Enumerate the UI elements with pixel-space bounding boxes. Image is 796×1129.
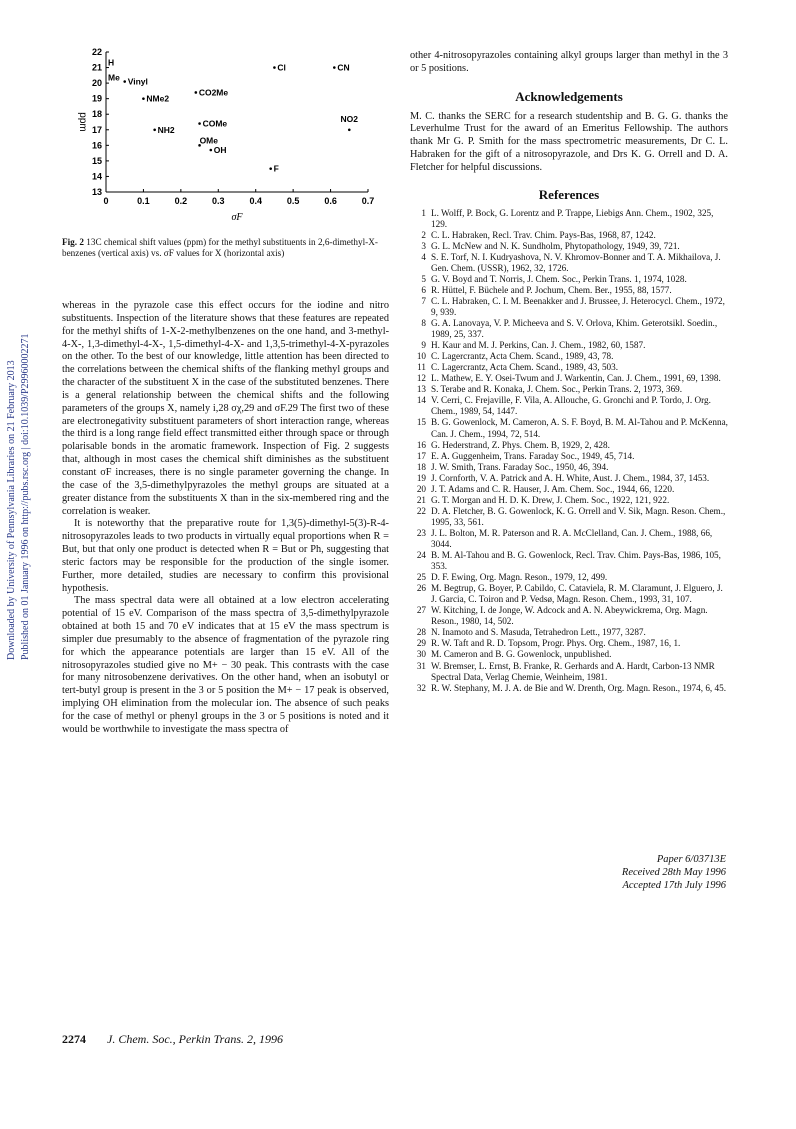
point-label: NO2 [340, 113, 359, 124]
reference-text: G. T. Morgan and H. D. K. Drew, J. Chem. Soc., 1922, 121, 922. [431, 494, 670, 505]
data-point [198, 122, 201, 125]
y-tick-label: 19 [91, 93, 102, 104]
reference-item [410, 296, 728, 318]
left-column [62, 300, 389, 737]
reference-item [410, 252, 728, 274]
reference-text: N. Inamoto and S. Masuda, Tetrahedron Lett., 1977, 3287. [431, 627, 646, 638]
reference-item [410, 417, 728, 439]
reference-text: B. M. Al-Tahou and B. G. Gowenlock, Recl. Trav. Chim. Pays-Bas, 1986, 105, 353. [431, 550, 721, 572]
reference-text: H. Kaur and M. J. Perkins, Can. J. Chem., 1982, 60, 1587. [431, 340, 646, 351]
y-tick-label: 21 [91, 62, 102, 73]
reference-item [410, 451, 728, 462]
download-notice: Downloaded by University of Pennsylvania Libraries on 21 February 2013 [6, 360, 17, 660]
reference-text: C. L. Habraken, C. I. M. Beenakker and J. Brussee, J. Heterocycl. Chem., 1972, 9, 939. [431, 295, 725, 318]
x-tick-label: 0.3 [212, 196, 225, 206]
reference-number: 15 [416, 417, 426, 428]
data-point [348, 128, 351, 131]
page-number: 2274 [62, 1032, 86, 1046]
reference-item [410, 583, 728, 605]
reference-item [410, 395, 728, 417]
publication-notice: Published on 01 January 1996 on http://pubs.rsc.org | doi:10.1039/P29960002271 [20, 333, 31, 660]
reference-item [410, 241, 728, 252]
y-tick-label: 15 [91, 155, 102, 166]
reference-text: S. Terabe and R. Konaka, J. Chem. Soc., Perkin Trans. 2, 1973, 369. [431, 384, 683, 395]
download-watermark [6, 300, 36, 660]
data-point [269, 167, 272, 170]
point-label: COMe [202, 118, 228, 129]
reference-text: C. Lagercrantz, Acta Chem. Scand., 1989, 43, 503. [431, 362, 619, 373]
x-tick-label: 0.4 [249, 196, 262, 206]
reference-number: 4 [421, 251, 426, 262]
reference-number: 29 [416, 638, 426, 649]
reference-number: 9 [421, 340, 426, 351]
point-label: Me [108, 72, 120, 83]
reference-number: 16 [416, 439, 426, 450]
reference-number: 30 [416, 649, 426, 660]
reference-number: 20 [416, 483, 426, 494]
reference-number: 8 [421, 318, 426, 329]
reference-text: R. W. Stephany, M. J. A. de Bie and W. Drenth, Org. Magn. Reson., 1974, 6, 45. [431, 682, 727, 693]
reference-text: D. F. Ewing, Org. Magn. Reson., 1979, 12, 499. [431, 572, 608, 583]
reference-item [410, 506, 728, 528]
reference-number: 12 [416, 373, 426, 384]
point-label: NMe2 [146, 93, 170, 104]
data-point [333, 66, 336, 69]
data-point [195, 91, 198, 94]
reference-number: 7 [421, 295, 426, 306]
point-label: F [273, 163, 279, 174]
caption-label: Fig. 2 [62, 237, 84, 247]
reference-number: 11 [417, 362, 426, 373]
y-tick-label: 18 [91, 109, 102, 120]
acknowledgements-text: M. C. thanks the SERC for a research studentship and B. G. G. thanks the Leverhulme Trust for the award of an Emeritus Fellowship. The authors thank Mr G. P. Smith for the mass spectrometric measurements, Dr C. L. Habraken for the gift of a nitrosopyrazole, and Drs K. G. Orrell and D. A. Fletcher for helpful discussions. [410, 110, 728, 173]
reference-item [410, 384, 728, 395]
journal-citation: J. Chem. Soc., Perkin Trans. 2, 1996 [107, 1032, 283, 1046]
paragraph: It is noteworthy that the preparative route for 1,3(5)-dimethyl-5(3)-R-4-nitrosopyrazoles leads to two products in virtually equal proportions when R = But, but that only one product is detected when R = But or Ph, suggesting that steric factors may be responsible for the production of the single isomer. Further, more detailed, studies are necessary to confirm this provisional hypothesis. [62, 518, 389, 594]
reference-number: 19 [416, 472, 426, 483]
reference-text: W. Bremser, L. Ernst, B. Franke, R. Gerhards and A. Hardt, Carbon-13 NMR Spectral Data, Verlag Chemie, Weinheim, 1981. [431, 660, 715, 682]
point-label: NH2 [157, 124, 175, 135]
caption-text: 13C chemical shift values (ppm) for the methyl substituents in 2,6-dimethyl-X-benzenes (vertical axis) vs. σF values for X (horizontal axis) [62, 237, 378, 258]
reference-text: J. T. Adams and C. R. Hauser, J. Am. Chem. Soc., 1944, 66, 1220. [431, 483, 675, 494]
y-tick-label: 20 [91, 78, 102, 89]
paper-number: Paper 6/03713E [656, 854, 726, 865]
reference-item [410, 550, 728, 572]
data-point [142, 97, 145, 100]
reference-item [410, 318, 728, 340]
reference-text: C. Lagercrantz, Acta Chem. Scand., 1989, 43, 78. [431, 351, 614, 362]
data-point [273, 66, 276, 69]
reference-item [410, 661, 728, 683]
reference-item [410, 473, 728, 484]
reference-text: G. Hederstrand, Z. Phys. Chem. B, 1929, 2, 428. [431, 439, 610, 450]
figure-caption [62, 237, 389, 259]
reference-text: L. Mathew, E. Y. Osei-Twum and J. Warkentin, Can. J. Chem., 1991, 69, 1398. [431, 373, 721, 384]
reference-text: C. L. Habraken, Recl. Trav. Chim. Pays-Bas, 1968, 87, 1242. [431, 229, 656, 240]
x-tick-label: 0 [103, 196, 109, 206]
data-point [123, 80, 126, 83]
reference-item [410, 462, 728, 473]
reference-number: 17 [416, 450, 426, 461]
reference-text: L. Wolff, P. Bock, G. Lorentz and P. Trappe, Liebigs Ann. Chem., 1902, 325, 129. [431, 207, 714, 229]
reference-number: 13 [416, 384, 426, 395]
x-tick-label: 0.5 [286, 196, 300, 206]
reference-number: 5 [421, 273, 426, 284]
y-tick-label: 22 [91, 47, 102, 57]
y-tick-label: 13 [91, 187, 102, 197]
accepted-date: Accepted 17th July 1996 [622, 880, 726, 891]
y-tick-label: 17 [91, 124, 102, 135]
reference-number: 10 [416, 351, 426, 362]
reference-number: 28 [416, 627, 426, 638]
reference-number: 23 [416, 527, 426, 538]
point-label: H [108, 57, 115, 68]
right-column [410, 50, 728, 694]
reference-text: B. G. Gowenlock, M. Cameron, A. S. F. Boyd, B. M. Al-Tahou and P. McKenna, Can. J. Chem., 1994, 72, 514. [431, 417, 728, 439]
reference-text: J. L. Bolton, M. R. Paterson and R. A. McClelland, Can. J. Chem., 1988, 66, 3044. [431, 527, 713, 549]
received-date: Received 28th May 1996 [621, 867, 726, 878]
y-tick-label: 16 [91, 140, 102, 151]
reference-text: M. Begtrup, G. Boyer, P. Cabildo, C. Cataviela, R. M. Claramunt, J. Elguero, J. J. Garcia, C. Toiron and P. Vedsø, Magn. Reson. Chem., 1993, 31, 107. [431, 583, 723, 605]
reference-item [410, 605, 728, 627]
reference-item [410, 440, 728, 451]
reference-item [410, 683, 728, 694]
reference-item [410, 572, 728, 583]
x-tick-label: 0.6 [324, 196, 337, 206]
paper-info [560, 853, 726, 892]
reference-number: 14 [416, 395, 426, 406]
reference-text: D. A. Fletcher, B. G. Gowenlock, K. G. Orrell and V. Sik, Magn. Reson. Chem., 1995, 33, 561. [431, 505, 726, 527]
reference-item [410, 373, 728, 384]
reference-item [410, 649, 728, 660]
reference-item [410, 495, 728, 506]
reference-item [410, 340, 728, 351]
paragraph: other 4-nitrosopyrazoles containing alkyl groups larger than methyl in the 3 or 5 positions. [410, 50, 728, 74]
reference-number: 18 [416, 461, 426, 472]
scatter-chart [60, 46, 390, 232]
x-tick-label: 0.2 [174, 196, 188, 206]
reference-text: G. V. Boyd and T. Norris, J. Chem. Soc., Perkin Trans. 1, 1974, 1028. [431, 273, 687, 284]
reference-text: G. L. McNew and N. K. Sundholm, Phytopathology, 1949, 39, 721. [431, 240, 680, 251]
reference-text: V. Cerri, C. Frejaville, F. Vila, A. Allouche, G. Gronchi and P. Tordo, J. Org. Chem., 1989, 54, 1447. [431, 395, 711, 417]
reference-text: J. Cornforth, V. A. Patrick and A. H. White, Aust. J. Chem., 1984, 37, 1453. [431, 472, 710, 483]
data-point [210, 149, 213, 152]
reference-text: E. A. Guggenheim, Trans. Faraday Soc., 1949, 45, 714. [431, 450, 635, 461]
reference-text: G. A. Lanovaya, V. P. Micheeva and S. V. Orlova, Khim. Geterotsikl. Soedin., 1989, 25, 337. [431, 318, 718, 340]
x-tick-label: 0.7 [361, 196, 375, 206]
point-label: OH [213, 145, 227, 155]
reference-number: 2 [421, 229, 426, 240]
reference-item [410, 285, 728, 296]
paragraph: whereas in the pyrazole case this effect occurs for the iodine and nitro substituents. Inspection of the literature shows that these features are repeated for the methyl shifts of 1-X-2-methylbenzenes on the one hand, and 3-methyl-4-X-, 1,3-dimethyl-4-X-, 1,5-dimethyl-4-X- and 1,3,5-trimethyl-4-X-pyrazoles on the other. To the best of our knowledge, little attention has been directed to the correlations between the chemical shifts of the flanking methyl groups and the character of the substituent X in the case of the substituted benzenes. There is a general relationship between the chemical shifts and the following parameters of the groups X, namely i,28 σχ,29 and σF.29 The first two of these are electronegativity substituent parameters of short interaction range, whereas the third is a long range field effect transmitted either through space or through polarisable bonds in the aromatic framework. Inspection of Fig. 2 suggests that, although in most cases the chemical shift diminishes as the substituent constant σF increases, there is no single parameter governing the change. In the case of the 3,5-dimethylpyrazoles the methyl groups are situated at a greater distance from the substituents X than in the six-membered ring and the correlation is weaker. [62, 300, 389, 517]
reference-number: 6 [421, 284, 426, 295]
reference-text: W. Kitching, I. de Jonge, W. Adcock and A. N. Abeywickrema, Org. Magn. Reson., 1980, 14, 502. [431, 605, 708, 627]
page-footer [62, 1032, 283, 1047]
reference-number: 31 [416, 660, 426, 671]
reference-number: 26 [416, 583, 426, 594]
reference-item [410, 230, 728, 241]
point-label: Cl [277, 62, 286, 73]
paragraph: The mass spectral data were all obtained at a low electron accelerating potential of 15 eV. Comparison of the mass spectra of 3,5-dimethylpyrazole obtained at both 15 and 70 eV indicates that at 15 eV the mass spectrum is simpler due presumably to the absence of fragmentation of the pyrazole ring for which the appearance potentials are larger than 15 eV. All of the nitrosopyrazoles studied give no M+ − 30 peak. This contrasts with the case for many nitrosobenzene derivatives. On the other hand, when an isobutyl or tert-butyl group is present in the 3 or 5 position the M+ − 17 peak is observed, implying OH elimination from the molecular ion. The absence of such peaks for the case of methyl or phenyl groups in the 3 or 5 positions is noted and it would be worthwhile to investigate the mass spectra of [62, 595, 389, 735]
reference-number: 32 [416, 682, 426, 693]
data-point [153, 128, 156, 131]
point-label: CO2Me [198, 87, 229, 98]
reference-number: 1 [421, 207, 426, 218]
x-axis-label: σF [231, 212, 243, 223]
reference-text: R. Hüttel, F. Büchele and P. Jochum, Chem. Ber., 1955, 88, 1577. [431, 284, 672, 295]
reference-item [410, 638, 728, 649]
point-label: CN [337, 62, 350, 73]
x-tick-label: 0.1 [137, 196, 150, 206]
reference-number: 27 [416, 605, 426, 616]
reference-text: M. Cameron and B. G. Gowenlock, unpublished. [431, 649, 612, 660]
reference-text: R. W. Taft and R. D. Topsom, Progr. Phys. Org. Chem., 1987, 16, 1. [431, 638, 681, 649]
acknowledgements-heading: Acknowledgements [515, 88, 623, 104]
point-label: OMe [199, 135, 218, 146]
y-tick-label: 14 [91, 171, 102, 182]
reference-item [410, 362, 728, 373]
point-label: Vinyl [127, 76, 148, 87]
reference-number: 21 [416, 494, 426, 505]
reference-number: 24 [416, 550, 426, 561]
reference-list [410, 208, 728, 694]
reference-item [410, 274, 728, 285]
reference-item [410, 627, 728, 638]
reference-number: 25 [416, 572, 426, 583]
reference-item [410, 484, 728, 495]
reference-item [410, 208, 728, 230]
references-heading: References [538, 186, 600, 202]
reference-text: S. E. Torf, N. I. Kudryashova, N. V. Khromov-Bonner and T. A. Mikhailova, J. Gen. Chem. (USSR), 1962, 32, 1726. [431, 251, 721, 273]
reference-item [410, 351, 728, 362]
reference-number: 3 [421, 240, 426, 251]
y-axis-label: ppm [77, 112, 88, 132]
reference-number: 22 [416, 505, 426, 516]
reference-text: J. W. Smith, Trans. Faraday Soc., 1950, 46, 394. [431, 461, 609, 472]
reference-item [410, 528, 728, 550]
